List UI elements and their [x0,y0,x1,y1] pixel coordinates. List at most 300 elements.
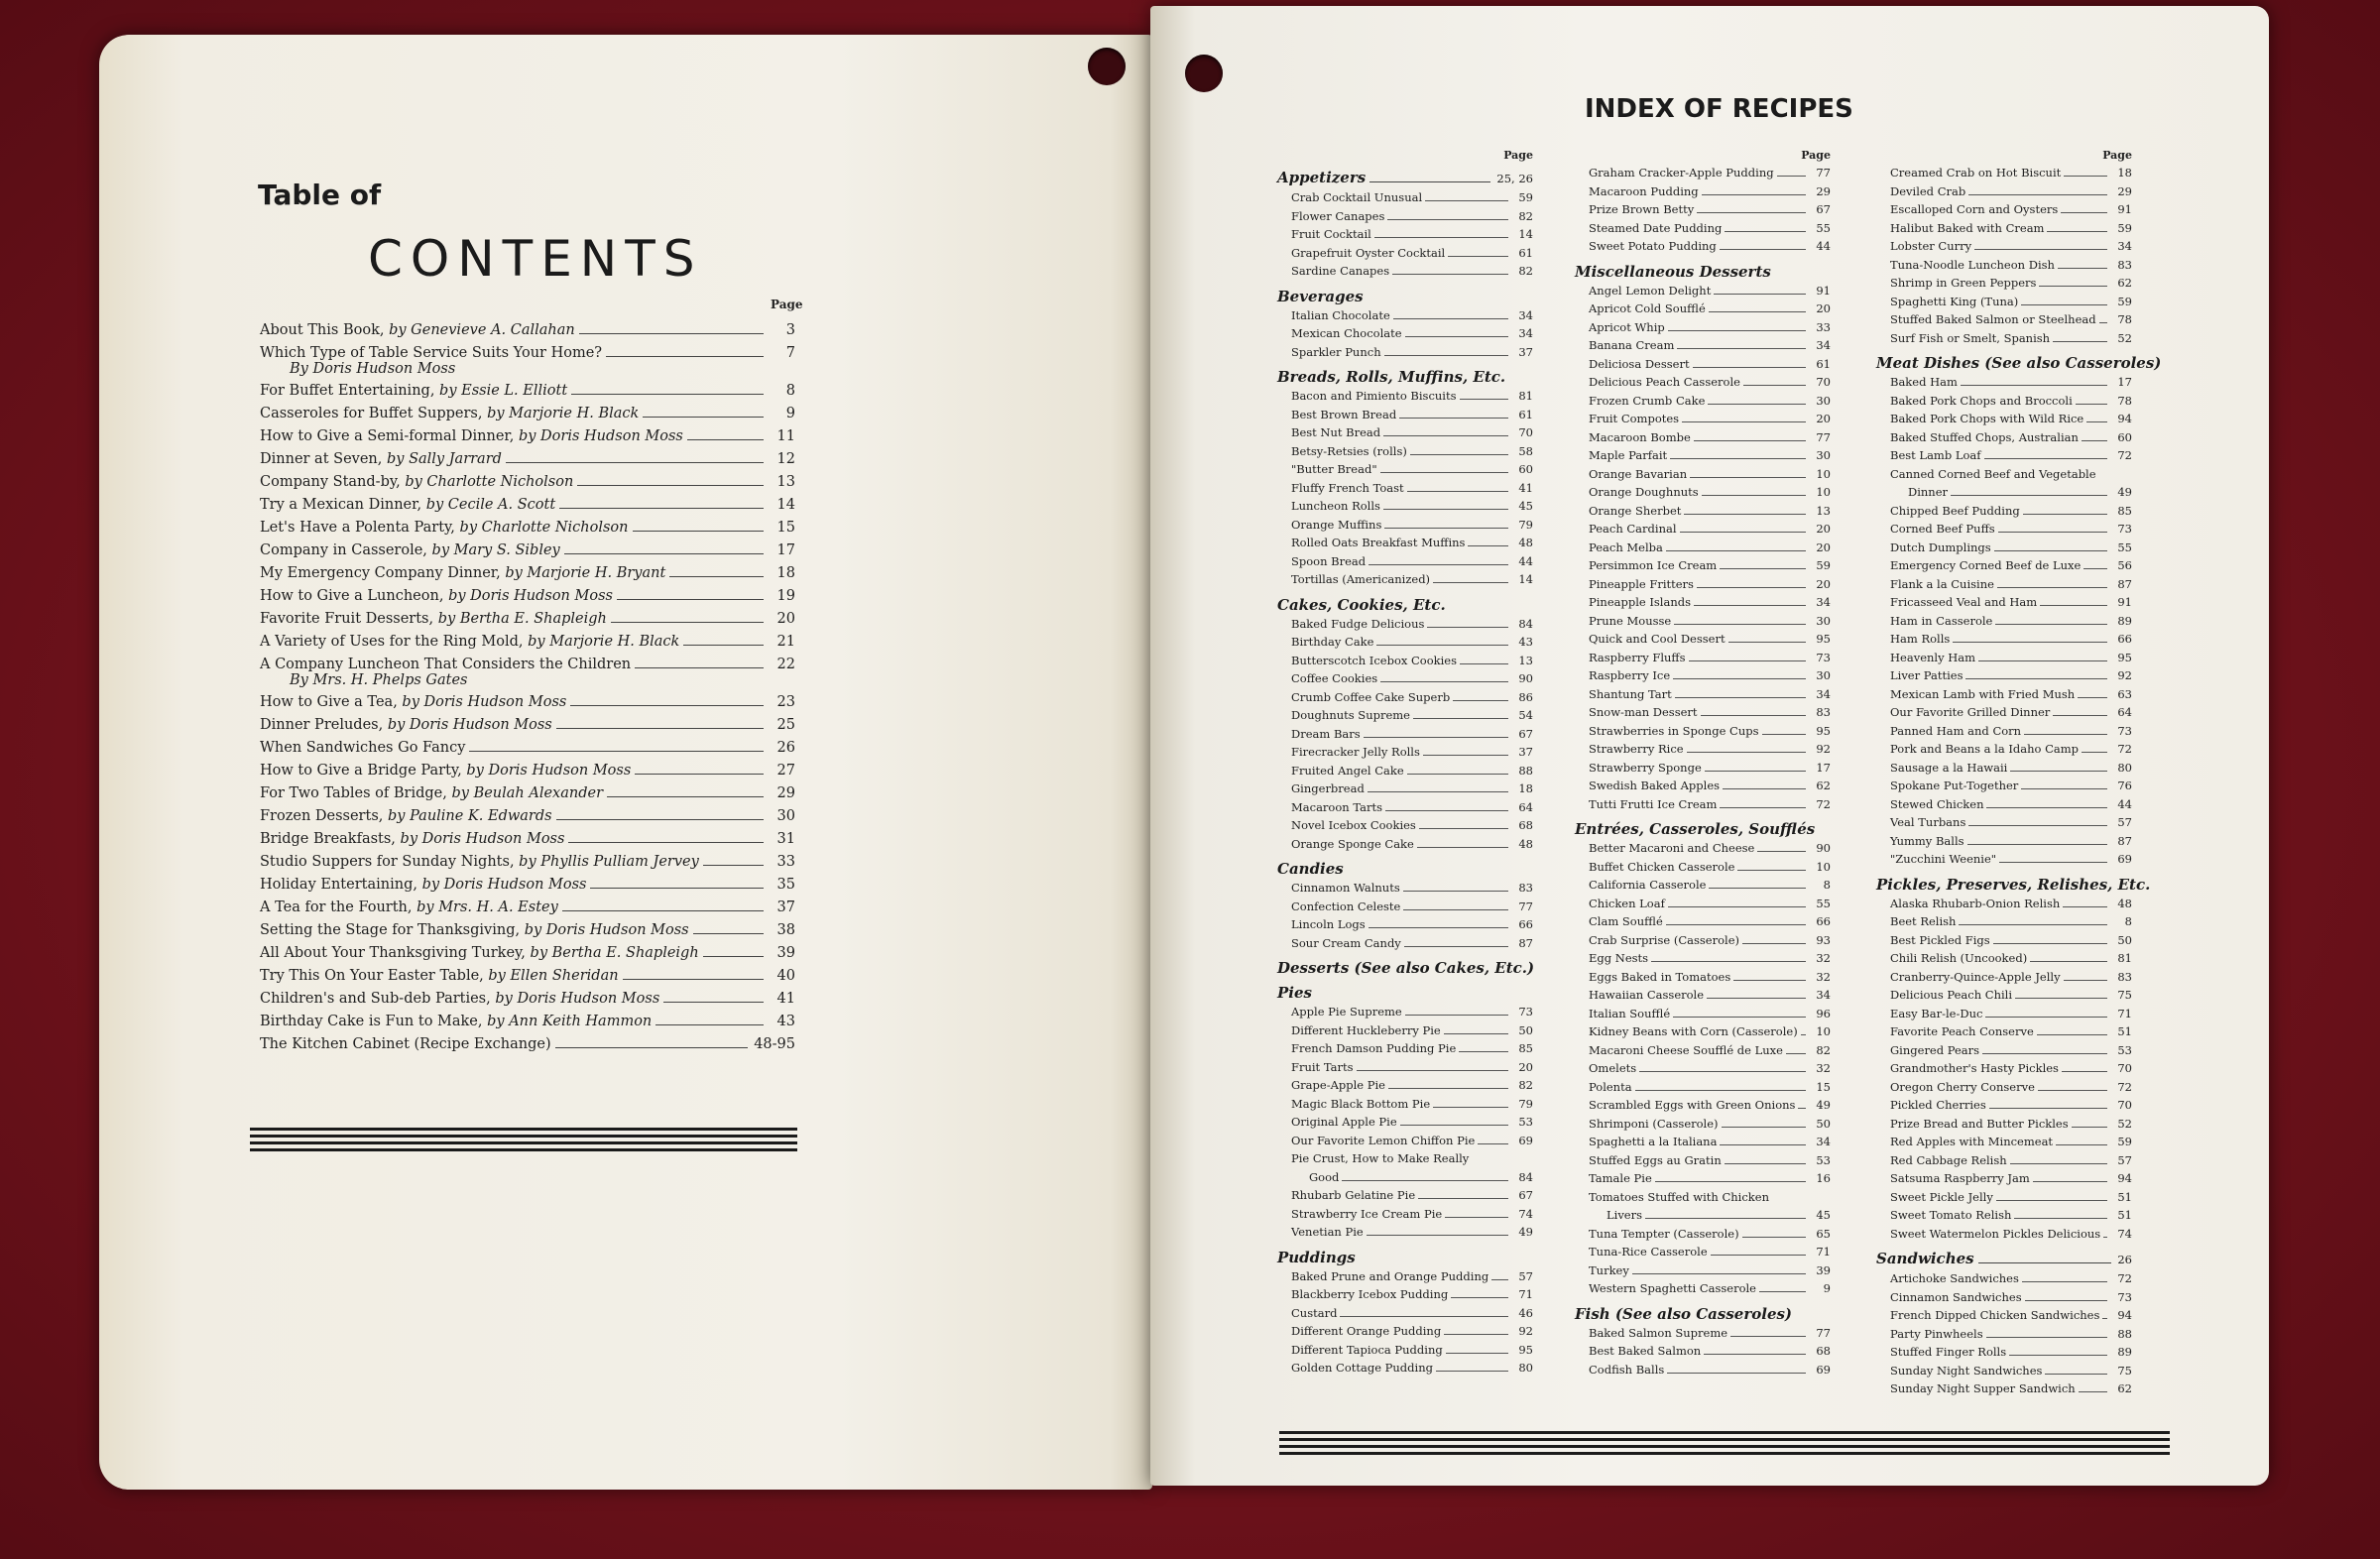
toc-item-title [260,851,699,874]
index-category-title: Desserts (See also Cakes, Etc.) [1277,959,1535,977]
index-item-page: 51 [2117,1208,2132,1222]
toc-row [260,874,795,897]
dot-leader [590,888,764,889]
index-item-page: 20 [1816,522,1831,536]
index-item [1575,1279,1831,1298]
index-item-title: Maple Parfait [1589,448,1668,462]
index-item-title: Emergency Corned Beef de Luxe [1890,558,2082,572]
toc-item-title [260,562,665,585]
index-item-title: Sour Cream Candy [1291,935,1401,950]
index-item [1876,612,2132,631]
index-item-title: Sardine Canapes [1291,264,1390,278]
index-item [1575,1022,1831,1041]
toc-item-author: by Pauline K. Edwards [387,808,552,824]
index-item-page: 82 [1816,1042,1831,1057]
index-item [1575,777,1831,795]
dot-leader [1340,1316,1508,1317]
index-item [1277,1359,1533,1378]
index-item-title: Sweet Tomato Relish [1890,1208,2012,1222]
index-item-page: 16 [1816,1171,1831,1185]
dot-leader [683,645,764,646]
dot-leader [579,333,764,334]
index-item [1876,1325,2132,1344]
dot-leader [2086,421,2107,422]
index-item [1277,442,1533,461]
toc-item-text: Dinner Preludes, [260,717,388,733]
dot-leader [703,956,764,957]
toc-item-title [260,540,560,562]
dot-leader [1995,624,2107,625]
index-item-page: 86 [1518,689,1533,704]
dot-leader [1342,1180,1508,1181]
index-item-page: 77 [1816,166,1831,180]
index-item-title: Ham Rolls [1890,632,1951,646]
toc-item-title [260,1011,652,1033]
index-item-page: 79 [1518,517,1533,532]
index-item-title: Different Huckleberry Pie [1291,1022,1441,1037]
index-item [1277,1285,1533,1304]
toc-item-author: by Mary S. Sibley [431,542,560,558]
index-item [1876,912,2132,931]
dot-leader [1635,1090,1806,1091]
index-item-page: 95 [1816,723,1831,738]
index-item [1277,934,1533,953]
index-item [1277,570,1533,589]
index-item [1876,182,2132,201]
toc-item-author: by Sally Jarrard [387,451,502,467]
index-item [1876,703,2132,722]
index-item [1277,1003,1533,1021]
index-item-page: 58 [1518,443,1533,458]
index-item [1575,722,1831,741]
index-item [1876,428,2132,447]
index-item [1876,850,2132,869]
dot-leader [1400,1125,1508,1126]
index-item-page: 64 [1518,799,1533,814]
index-item-title: Turkey [1589,1262,1629,1277]
dot-leader [2040,605,2107,606]
index-item [1575,502,1831,521]
index-item-title: Stuffed Finger Rolls [1890,1345,2007,1359]
dot-leader [1978,660,2107,661]
dot-leader [2015,998,2107,999]
index-category [1277,169,1533,187]
toc-item-author: by Charlotte Nicholson [459,520,629,536]
index-item [1575,1206,1831,1225]
dot-leader [1720,568,1806,569]
index-item-page: 52 [2117,1116,2132,1131]
index-category [1575,263,1831,281]
dot-leader [606,356,764,357]
dot-leader [1742,943,1806,944]
dot-leader [1639,1071,1806,1072]
index-item [1575,1169,1831,1188]
index-category-title: Fish (See also Casseroles) [1575,1304,1793,1323]
index-item [1876,329,2132,348]
dot-leader [2063,906,2107,907]
index-item [1876,1306,2132,1325]
dot-leader [703,865,764,866]
index-item-page: 59 [2117,1135,2132,1148]
index-item-title: Lincoln Logs [1291,917,1366,931]
index-item [1575,1151,1831,1170]
dot-leader [1387,219,1508,220]
index-item-title: Spokane Put-Together [1890,779,2019,792]
index-item-page: 50 [1518,1022,1533,1037]
index-item-title: Shrimp in Green Peppers [1890,276,2037,290]
dot-leader [1367,1235,1508,1236]
dot-leader [1655,1181,1806,1182]
index-item-page: 93 [1816,932,1831,947]
index-item [1277,1223,1533,1242]
dot-leader [635,774,764,775]
index-item-title: Best Brown Bread [1291,407,1397,421]
toc-item-author: by Marjorie H. Black [528,634,680,650]
dot-leader [1383,435,1508,436]
index-item [1575,666,1831,685]
dot-leader [2037,1034,2107,1035]
index-item-title: Angel Lemon Delight [1589,283,1712,298]
index-title: INDEX OF RECIPES [1585,94,1853,124]
dot-leader [1404,946,1508,947]
index-item-page: 88 [2117,1326,2132,1341]
index-category-title: Puddings [1277,1248,1356,1266]
toc-item-page: 40 [776,968,795,984]
toc-row [260,403,795,425]
toc-item-author: by Doris Hudson Moss [421,877,587,893]
dot-leader [1383,509,1508,510]
index-item-title: Heavenly Ham [1890,650,1976,664]
toc-item-author-line: By Mrs. H. Phelps Gates [290,672,468,688]
dot-leader [1690,477,1806,478]
dot-leader [1801,1034,1806,1035]
toc-row [260,942,795,965]
index-category-title: Cakes, Cookies, Etc. [1277,595,1446,614]
dot-leader [1433,582,1508,583]
index-item-title: Baked Pork Chops and Broccoli [1890,393,2073,408]
index-item [1277,188,1533,207]
index-item [1575,895,1831,913]
toc-item [260,380,795,403]
index-item-title: Eggs Baked in Tomatoes [1589,969,1731,984]
index-item [1277,552,1533,571]
index-item [1277,879,1533,898]
index-item-page: 20 [1816,576,1831,591]
index-item-page: 90 [1816,841,1831,855]
dot-leader [2045,1374,2107,1375]
index-item [1876,795,2132,814]
index-item-title: Livers [1606,1208,1643,1222]
index-item [1277,207,1533,226]
index-category [1277,288,1533,305]
dot-leader [1419,828,1508,829]
index-item-page: 15 [1816,1079,1831,1094]
toc-item-author: by Charlotte Nicholson [405,474,574,490]
index-item-title: Pie Crust, How to Make Really [1291,1151,1470,1165]
index-item-page: 8 [1823,878,1831,892]
index-item-page: 59 [1518,190,1533,204]
index-item-title: Macaroon Pudding [1589,183,1699,198]
index-item [1575,200,1831,219]
dot-leader [1405,1015,1508,1016]
toc-item-author: by Mrs. H. A. Estey [416,899,558,915]
dot-leader [1687,752,1806,753]
dot-leader [2021,788,2107,789]
dot-leader [1407,491,1508,492]
index-item-page: 76 [2117,779,2132,792]
toc-item-author: by Doris Hudson Moss [518,428,683,444]
toc-item-text: All About Your Thanksgiving Turkey, [260,945,531,961]
index-item [1575,912,1831,931]
index-item [1575,1243,1831,1261]
index-item [1876,1362,2132,1380]
index-item-title: Frozen Crumb Cake [1589,393,1706,408]
toc-item-title [260,919,689,942]
index-item-title: Sausage a la Hawaii [1890,760,2008,775]
dot-leader [1986,1337,2107,1338]
index-item [1575,539,1831,557]
index-item [1575,949,1831,968]
index-item-title: Tortillas (Americanized) [1291,572,1431,586]
toc-item-page: 39 [776,945,795,961]
index-item-title: Omelets [1589,1061,1637,1075]
index-item [1575,410,1831,428]
dot-leader [1702,495,1806,496]
index-item [1575,986,1831,1005]
toc-item-page: 20 [776,611,795,627]
index-item-title: French Damson Pudding Pie [1291,1041,1457,1055]
index-item-page: 13 [1518,653,1533,667]
index-item-title: Peach Melba [1589,540,1663,554]
index-item [1277,406,1533,424]
index-item-title: Crab Surprise (Casserole) [1589,932,1739,947]
index-item-title: Butterscotch Icebox Cookies [1291,653,1458,667]
index-item-page: 77 [1518,899,1533,913]
dot-leader [1798,1108,1806,1109]
index-item-title: Italian Soufflé [1589,1006,1671,1020]
toc-item-page: 48-95 [754,1036,795,1052]
index-item [1876,200,2132,219]
index-item [1575,1225,1831,1244]
index-item-title: Coffee Cookies [1291,671,1378,685]
index-item-page: 44 [2117,796,2132,811]
toc-item [260,425,795,448]
index-item [1277,324,1533,343]
index-item-page: 53 [1816,1152,1831,1167]
index-item-title: Different Tapioca Pudding [1291,1342,1443,1357]
toc-item-page: 43 [776,1014,795,1029]
dot-leader [1417,847,1508,848]
toc-item-title [260,319,575,342]
toc-row [260,1011,795,1033]
toc-item [260,805,795,828]
index-item-page: 92 [2117,668,2132,682]
index-item [1575,465,1831,484]
dot-leader [1667,1373,1806,1374]
dot-leader [1368,927,1508,928]
dot-leader [1709,311,1806,312]
index-item [1277,669,1533,688]
index-item-title: Shrimponi (Casserole) [1589,1116,1719,1131]
index-category-title: Pies [1277,984,1312,1002]
dot-leader [2083,568,2107,569]
index-item-title: Graham Cracker-Apple Pudding [1589,166,1774,180]
dot-leader [1407,774,1508,775]
index-item-title: Halibut Baked with Cream [1890,220,2045,235]
toc-item-title [260,897,558,919]
toc-item-page: 25 [776,717,795,733]
dot-leader [1364,737,1508,738]
dot-leader [1720,249,1806,250]
dot-leader [1403,891,1508,892]
dot-leader [568,842,764,843]
index-item-title: Clam Soufflé [1589,914,1663,928]
index-item-title: Venetian Pie [1291,1225,1364,1239]
dot-leader [611,622,764,623]
toc-item-title [260,1033,551,1056]
index-item [1876,1188,2132,1207]
index-item [1575,685,1831,704]
index-item-page: 75 [2117,988,2132,1002]
index-item-title: Chicken Loaf [1589,896,1665,910]
index-item-page: 14 [1518,227,1533,241]
index-item [1277,898,1533,916]
index-item-page: 67 [1518,1188,1533,1202]
dot-leader [633,531,765,532]
toc-row [260,562,795,585]
index-item-page: 82 [1518,208,1533,223]
toc-item-page: 19 [776,588,795,604]
index-item-page: 85 [2117,503,2132,518]
toc-item-page: 22 [776,657,795,672]
index-item [1876,310,2132,329]
index-item-title: Grape-Apple Pie [1291,1078,1385,1092]
index-item-title: Tuna-Rice Casserole [1589,1245,1708,1259]
index-category [1277,1249,1533,1266]
index-item-page: 72 [1816,796,1831,811]
index-item-title: Gingered Pears [1890,1042,1980,1057]
index-item [1575,858,1831,877]
index-category-title: Pickles, Preserves, Relishes, Etc. [1876,875,2151,894]
index-item [1876,256,2132,275]
dot-leader [1989,1108,2107,1109]
index-decorative-bars [1279,1431,2170,1459]
index-item-page: 45 [1816,1208,1831,1222]
dot-leader [1968,194,2107,195]
index-item [1876,593,2132,612]
index-category [1575,820,1831,838]
index-item [1277,1304,1533,1323]
index-item [1876,1059,2132,1078]
dot-leader [617,599,764,600]
index-item-page: 68 [1518,818,1533,832]
index-column-3 [1876,149,2162,1398]
dot-leader [1451,1297,1508,1298]
index-item [1876,1151,2132,1170]
index-item-page: 44 [1816,239,1831,253]
index-page-label: Page [1503,149,1533,162]
toc-item-page: 17 [776,542,795,558]
index-item-page: 92 [1518,1324,1533,1338]
dot-leader [1965,678,2107,679]
toc-item-author-line: By Doris Hudson Moss [290,361,456,377]
index-item-page: 77 [1816,429,1831,444]
dot-leader [2072,1127,2107,1128]
index-item-page: 77 [1816,1325,1831,1340]
index-item [1876,1206,2132,1225]
index-item [1876,931,2132,950]
dot-leader [1445,1217,1508,1218]
index-item [1575,1059,1831,1078]
index-item-title: Orange Muffins [1291,517,1382,532]
index-item [1876,759,2132,778]
dot-leader [1743,385,1806,386]
dot-leader [1478,1143,1508,1144]
toc-item-title [260,714,552,737]
toc-title-big: CONTENTS [368,230,703,288]
dot-leader [1668,330,1806,331]
dot-leader [506,462,764,463]
toc-item [260,828,795,851]
index-item-page: 18 [2117,166,2132,180]
toc-item-page: 13 [776,474,795,490]
index-item [1575,612,1831,631]
index-item-page: 95 [1518,1342,1533,1357]
toc-item-author: by Marjorie H. Bryant [505,565,666,581]
index-item [1277,1021,1533,1040]
index-item-title: Strawberry Ice Cream Pie [1291,1206,1443,1221]
index-item-page: 92 [1816,742,1831,756]
index-item [1277,1076,1533,1095]
index-item-page: 14 [1518,572,1533,586]
index-item [1876,465,2132,484]
index-item-title: Baked Prune and Orange Pudding [1291,1268,1489,1283]
index-item-title: Fruited Angel Cake [1291,763,1404,778]
dot-leader [1357,1070,1509,1071]
index-item [1575,300,1831,318]
dot-leader [693,933,764,934]
index-item-title: Baked Salmon Supreme [1589,1325,1728,1340]
index-item-page: 66 [2117,632,2132,646]
index-item-page: 13 [1816,503,1831,518]
index-item [1876,777,2132,795]
index-item-title: Sunday Night Supper Sandwich [1890,1381,2076,1395]
dot-leader [1951,495,2107,496]
dot-leader [571,394,764,395]
index-item-title: Luncheon Rolls [1291,499,1380,513]
index-item [1575,392,1831,411]
index-item [1575,1261,1831,1280]
index-item-title: Hawaiian Casserole [1589,988,1705,1002]
index-item-page: 17 [1816,760,1831,775]
index-item [1575,630,1831,649]
dot-leader [1997,587,2107,588]
index-item-page: 87 [2117,576,2132,591]
index-item [1876,968,2132,987]
toc-item [260,540,795,562]
index-item-title: Fruit Tarts [1291,1059,1354,1074]
index-item-page: 82 [1518,1078,1533,1092]
index-item-page: 34 [2117,239,2132,253]
dot-leader [1702,194,1806,195]
index-item-title: Best Pickled Figs [1890,932,1990,947]
toc-item-title [260,805,552,828]
index-item-title: Western Spaghetti Casserole [1589,1281,1756,1295]
index-item-title: Apricot Whip [1589,319,1665,334]
index-item-page: 32 [1816,1061,1831,1075]
toc-item-text: How to Give a Semi-formal Dinner, [260,428,519,444]
index-item-page: 9 [1823,1281,1831,1295]
